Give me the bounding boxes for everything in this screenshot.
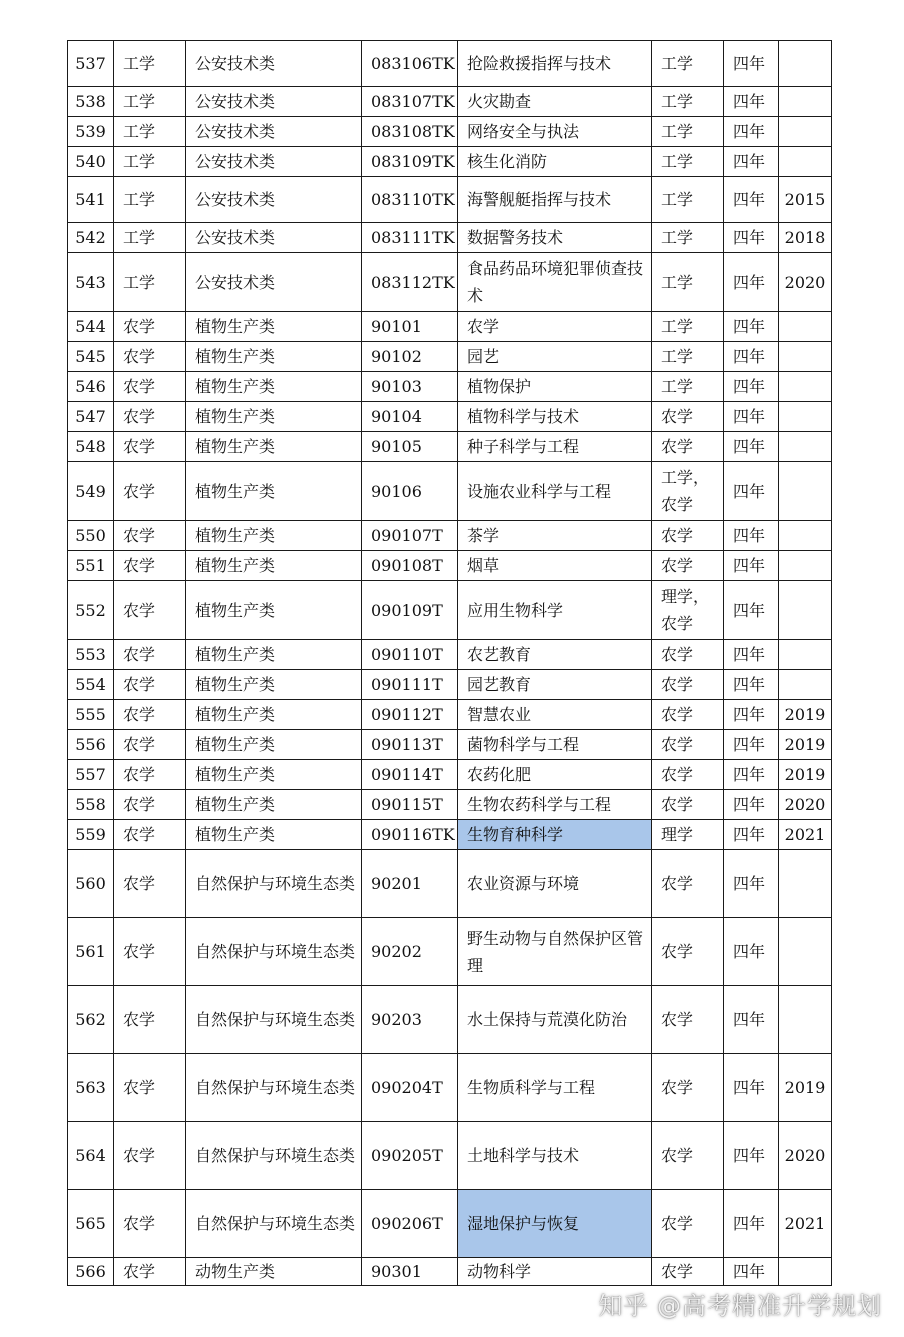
major-code-cell: 083111TK	[362, 223, 458, 253]
study-duration-cell: 四年	[724, 1122, 779, 1190]
major-code-cell: 090114T	[362, 760, 458, 790]
major-class-cell: 自然保护与环境生态类	[186, 1190, 362, 1258]
added-year-cell: 2019	[779, 1054, 832, 1122]
major-class-cell: 自然保护与环境生态类	[186, 918, 362, 986]
table-row	[68, 117, 832, 147]
major-name-cell: 野生动物与自然保护区管理	[458, 918, 652, 986]
major-code-cell: 090111T	[362, 670, 458, 700]
major-code-cell: 083108TK	[362, 117, 458, 147]
degree-type-cell: 农学	[652, 521, 724, 551]
row-number-cell: 539	[68, 117, 114, 147]
major-name-cell: 农艺教育	[458, 640, 652, 670]
added-year-cell	[779, 521, 832, 551]
degree-type-cell: 农学	[652, 432, 724, 462]
major-name-cell: 农学	[458, 312, 652, 342]
major-name-cell: 设施农业科学与工程	[458, 462, 652, 521]
table-row	[68, 1190, 832, 1258]
row-number-cell: 558	[68, 790, 114, 820]
degree-type-cell: 农学	[652, 730, 724, 760]
degree-type-cell: 工学	[652, 312, 724, 342]
major-code-cell: 90202	[362, 918, 458, 986]
added-year-cell	[779, 918, 832, 986]
study-duration-cell: 四年	[724, 312, 779, 342]
subject-category-cell: 农学	[114, 760, 186, 790]
added-year-cell	[779, 432, 832, 462]
degree-type-cell: 工学	[652, 223, 724, 253]
subject-category-cell: 农学	[114, 1258, 186, 1286]
table-row	[68, 820, 832, 850]
major-name-cell: 农业资源与环境	[458, 850, 652, 918]
added-year-cell	[779, 402, 832, 432]
major-code-cell: 90104	[362, 402, 458, 432]
major-code-cell: 083112TK	[362, 253, 458, 312]
added-year-cell: 2021	[779, 1190, 832, 1258]
subject-category-cell: 农学	[114, 432, 186, 462]
major-name-cell: 菌物科学与工程	[458, 730, 652, 760]
major-name-cell: 农药化肥	[458, 760, 652, 790]
table-row	[68, 432, 832, 462]
major-name-cell: 烟草	[458, 551, 652, 581]
major-class-cell: 公安技术类	[186, 253, 362, 312]
subject-category-cell: 农学	[114, 700, 186, 730]
added-year-cell: 2018	[779, 223, 832, 253]
degree-type-cell: 农学	[652, 670, 724, 700]
table-row	[68, 312, 832, 342]
major-class-cell: 公安技术类	[186, 87, 362, 117]
subject-category-cell: 农学	[114, 521, 186, 551]
major-name-cell: 食品药品环境犯罪侦查技术	[458, 253, 652, 312]
degree-type-cell: 工学	[652, 41, 724, 87]
major-name-cell: 植物保护	[458, 372, 652, 402]
degree-type-cell: 工学	[652, 87, 724, 117]
added-year-cell	[779, 1258, 832, 1286]
table-row	[68, 551, 832, 581]
degree-type-cell: 理学，农学	[652, 581, 724, 640]
table-row	[68, 640, 832, 670]
subject-category-cell: 农学	[114, 402, 186, 432]
row-number-cell: 545	[68, 342, 114, 372]
major-class-cell: 公安技术类	[186, 177, 362, 223]
row-number-cell: 541	[68, 177, 114, 223]
major-class-cell: 植物生产类	[186, 432, 362, 462]
added-year-cell	[779, 87, 832, 117]
table-row	[68, 1258, 832, 1286]
table-row	[68, 372, 832, 402]
row-number-cell: 537	[68, 41, 114, 87]
added-year-cell	[779, 551, 832, 581]
major-code-cell: 90103	[362, 372, 458, 402]
subject-category-cell: 农学	[114, 640, 186, 670]
degree-type-cell: 农学	[652, 760, 724, 790]
major-class-cell: 植物生产类	[186, 372, 362, 402]
major-class-cell: 植物生产类	[186, 700, 362, 730]
row-number-cell: 540	[68, 147, 114, 177]
added-year-cell	[779, 312, 832, 342]
major-class-cell: 公安技术类	[186, 41, 362, 87]
major-code-cell: 90106	[362, 462, 458, 521]
row-number-cell: 559	[68, 820, 114, 850]
row-number-cell: 557	[68, 760, 114, 790]
major-name-cell: 湿地保护与恢复	[458, 1190, 652, 1258]
table-row	[68, 342, 832, 372]
degree-type-cell: 农学	[652, 1258, 724, 1286]
major-class-cell: 植物生产类	[186, 581, 362, 640]
major-name-cell: 动物科学	[458, 1258, 652, 1286]
major-class-cell: 植物生产类	[186, 342, 362, 372]
added-year-cell: 2020	[779, 253, 832, 312]
study-duration-cell: 四年	[724, 850, 779, 918]
major-catalog-table-wrap	[67, 40, 831, 1286]
major-code-cell: 090205T	[362, 1122, 458, 1190]
added-year-cell	[779, 147, 832, 177]
study-duration-cell: 四年	[724, 730, 779, 760]
major-name-cell: 生物质科学与工程	[458, 1054, 652, 1122]
study-duration-cell: 四年	[724, 790, 779, 820]
study-duration-cell: 四年	[724, 760, 779, 790]
degree-type-cell: 理学	[652, 820, 724, 850]
degree-type-cell: 工学	[652, 342, 724, 372]
subject-category-cell: 农学	[114, 581, 186, 640]
major-class-cell: 植物生产类	[186, 820, 362, 850]
added-year-cell	[779, 117, 832, 147]
added-year-cell	[779, 850, 832, 918]
subject-category-cell: 农学	[114, 730, 186, 760]
table-row	[68, 223, 832, 253]
study-duration-cell: 四年	[724, 551, 779, 581]
table-row	[68, 1054, 832, 1122]
study-duration-cell: 四年	[724, 1190, 779, 1258]
major-name-cell: 智慧农业	[458, 700, 652, 730]
major-class-cell: 植物生产类	[186, 790, 362, 820]
major-class-cell: 自然保护与环境生态类	[186, 850, 362, 918]
row-number-cell: 566	[68, 1258, 114, 1286]
subject-category-cell: 农学	[114, 820, 186, 850]
study-duration-cell: 四年	[724, 402, 779, 432]
table-row	[68, 730, 832, 760]
degree-type-cell: 农学	[652, 1054, 724, 1122]
major-class-cell: 植物生产类	[186, 730, 362, 760]
study-duration-cell: 四年	[724, 372, 779, 402]
degree-type-cell: 农学	[652, 640, 724, 670]
table-body	[68, 41, 832, 1286]
row-number-cell: 561	[68, 918, 114, 986]
study-duration-cell: 四年	[724, 177, 779, 223]
subject-category-cell: 农学	[114, 372, 186, 402]
row-number-cell: 549	[68, 462, 114, 521]
row-number-cell: 560	[68, 850, 114, 918]
major-code-cell: 90105	[362, 432, 458, 462]
major-name-cell: 园艺	[458, 342, 652, 372]
subject-category-cell: 农学	[114, 986, 186, 1054]
added-year-cell	[779, 581, 832, 640]
major-class-cell: 植物生产类	[186, 402, 362, 432]
major-name-cell: 土地科学与技术	[458, 1122, 652, 1190]
major-code-cell: 090107T	[362, 521, 458, 551]
study-duration-cell: 四年	[724, 1258, 779, 1286]
subject-category-cell: 工学	[114, 87, 186, 117]
row-number-cell: 563	[68, 1054, 114, 1122]
added-year-cell	[779, 462, 832, 521]
study-duration-cell: 四年	[724, 41, 779, 87]
row-number-cell: 543	[68, 253, 114, 312]
table-row	[68, 760, 832, 790]
major-name-cell: 园艺教育	[458, 670, 652, 700]
added-year-cell: 2020	[779, 790, 832, 820]
added-year-cell	[779, 670, 832, 700]
study-duration-cell: 四年	[724, 670, 779, 700]
study-duration-cell: 四年	[724, 342, 779, 372]
table-row	[68, 41, 832, 87]
major-name-cell: 种子科学与工程	[458, 432, 652, 462]
added-year-cell	[779, 640, 832, 670]
major-name-cell: 生物育种科学	[458, 820, 652, 850]
added-year-cell: 2021	[779, 820, 832, 850]
major-code-cell: 90301	[362, 1258, 458, 1286]
study-duration-cell: 四年	[724, 223, 779, 253]
major-code-cell: 90102	[362, 342, 458, 372]
table-row	[68, 521, 832, 551]
subject-category-cell: 农学	[114, 462, 186, 521]
table-row	[68, 790, 832, 820]
row-number-cell: 565	[68, 1190, 114, 1258]
major-code-cell: 090112T	[362, 700, 458, 730]
added-year-cell	[779, 986, 832, 1054]
row-number-cell: 556	[68, 730, 114, 760]
subject-category-cell: 农学	[114, 790, 186, 820]
table-row	[68, 986, 832, 1054]
row-number-cell: 548	[68, 432, 114, 462]
major-class-cell: 动物生产类	[186, 1258, 362, 1286]
row-number-cell: 538	[68, 87, 114, 117]
table-row	[68, 87, 832, 117]
table-row	[68, 850, 832, 918]
major-name-cell: 生物农药科学与工程	[458, 790, 652, 820]
subject-category-cell: 工学	[114, 223, 186, 253]
major-class-cell: 自然保护与环境生态类	[186, 1054, 362, 1122]
table-row	[68, 177, 832, 223]
degree-type-cell: 农学	[652, 918, 724, 986]
table-row	[68, 1122, 832, 1190]
table-row	[68, 402, 832, 432]
added-year-cell	[779, 342, 832, 372]
row-number-cell: 564	[68, 1122, 114, 1190]
major-class-cell: 植物生产类	[186, 462, 362, 521]
study-duration-cell: 四年	[724, 1054, 779, 1122]
major-class-cell: 植物生产类	[186, 551, 362, 581]
study-duration-cell: 四年	[724, 986, 779, 1054]
added-year-cell	[779, 372, 832, 402]
major-class-cell: 植物生产类	[186, 312, 362, 342]
major-class-cell: 公安技术类	[186, 117, 362, 147]
degree-type-cell: 工学	[652, 177, 724, 223]
major-code-cell: 083107TK	[362, 87, 458, 117]
row-number-cell: 553	[68, 640, 114, 670]
major-code-cell: 083109TK	[362, 147, 458, 177]
added-year-cell	[779, 41, 832, 87]
table-row	[68, 670, 832, 700]
table-row	[68, 581, 832, 640]
row-number-cell: 554	[68, 670, 114, 700]
subject-category-cell: 农学	[114, 918, 186, 986]
major-code-cell: 083106TK	[362, 41, 458, 87]
major-name-cell: 核生化消防	[458, 147, 652, 177]
row-number-cell: 551	[68, 551, 114, 581]
major-name-cell: 火灾勘查	[458, 87, 652, 117]
study-duration-cell: 四年	[724, 253, 779, 312]
major-catalog-table	[67, 40, 832, 1286]
major-name-cell: 网络安全与执法	[458, 117, 652, 147]
row-number-cell: 544	[68, 312, 114, 342]
major-code-cell: 083110TK	[362, 177, 458, 223]
major-code-cell: 090108T	[362, 551, 458, 581]
major-class-cell: 公安技术类	[186, 223, 362, 253]
subject-category-cell: 工学	[114, 117, 186, 147]
added-year-cell: 2019	[779, 760, 832, 790]
subject-category-cell: 农学	[114, 670, 186, 700]
major-class-cell: 植物生产类	[186, 521, 362, 551]
major-name-cell: 数据警务技术	[458, 223, 652, 253]
degree-type-cell: 农学	[652, 551, 724, 581]
subject-category-cell: 农学	[114, 1122, 186, 1190]
major-class-cell: 植物生产类	[186, 640, 362, 670]
subject-category-cell: 农学	[114, 342, 186, 372]
major-code-cell: 90203	[362, 986, 458, 1054]
row-number-cell: 562	[68, 986, 114, 1054]
study-duration-cell: 四年	[724, 521, 779, 551]
degree-type-cell: 农学	[652, 1190, 724, 1258]
study-duration-cell: 四年	[724, 432, 779, 462]
major-name-cell: 茶学	[458, 521, 652, 551]
added-year-cell: 2015	[779, 177, 832, 223]
subject-category-cell: 农学	[114, 1054, 186, 1122]
major-name-cell: 抢险救援指挥与技术	[458, 41, 652, 87]
study-duration-cell: 四年	[724, 117, 779, 147]
subject-category-cell: 农学	[114, 312, 186, 342]
degree-type-cell: 农学	[652, 850, 724, 918]
added-year-cell: 2020	[779, 1122, 832, 1190]
degree-type-cell: 工学	[652, 117, 724, 147]
major-name-cell: 海警舰艇指挥与技术	[458, 177, 652, 223]
table-row	[68, 918, 832, 986]
table-row	[68, 462, 832, 521]
row-number-cell: 546	[68, 372, 114, 402]
subject-category-cell: 工学	[114, 147, 186, 177]
major-code-cell: 090204T	[362, 1054, 458, 1122]
watermark: 知乎 @高考精准升学规划	[598, 1292, 882, 1320]
major-code-cell: 90101	[362, 312, 458, 342]
major-code-cell: 090109T	[362, 581, 458, 640]
degree-type-cell: 工学	[652, 147, 724, 177]
row-number-cell: 550	[68, 521, 114, 551]
subject-category-cell: 农学	[114, 551, 186, 581]
major-name-cell: 应用生物科学	[458, 581, 652, 640]
study-duration-cell: 四年	[724, 820, 779, 850]
major-class-cell: 自然保护与环境生态类	[186, 1122, 362, 1190]
table-row	[68, 700, 832, 730]
subject-category-cell: 农学	[114, 850, 186, 918]
major-code-cell: 090110T	[362, 640, 458, 670]
row-number-cell: 547	[68, 402, 114, 432]
table-row	[68, 253, 832, 312]
row-number-cell: 542	[68, 223, 114, 253]
subject-category-cell: 农学	[114, 1190, 186, 1258]
major-class-cell: 植物生产类	[186, 760, 362, 790]
degree-type-cell: 农学	[652, 402, 724, 432]
row-number-cell: 552	[68, 581, 114, 640]
study-duration-cell: 四年	[724, 147, 779, 177]
degree-type-cell: 工学	[652, 372, 724, 402]
study-duration-cell: 四年	[724, 640, 779, 670]
degree-type-cell: 工学，农学	[652, 462, 724, 521]
row-number-cell: 555	[68, 700, 114, 730]
added-year-cell: 2019	[779, 730, 832, 760]
study-duration-cell: 四年	[724, 700, 779, 730]
major-code-cell: 90201	[362, 850, 458, 918]
major-class-cell: 植物生产类	[186, 670, 362, 700]
degree-type-cell: 工学	[652, 253, 724, 312]
major-name-cell: 植物科学与技术	[458, 402, 652, 432]
degree-type-cell: 农学	[652, 790, 724, 820]
major-code-cell: 090113T	[362, 730, 458, 760]
table-row	[68, 147, 832, 177]
study-duration-cell: 四年	[724, 581, 779, 640]
subject-category-cell: 工学	[114, 41, 186, 87]
degree-type-cell: 农学	[652, 700, 724, 730]
degree-type-cell: 农学	[652, 1122, 724, 1190]
major-class-cell: 自然保护与环境生态类	[186, 986, 362, 1054]
study-duration-cell: 四年	[724, 462, 779, 521]
major-code-cell: 090206T	[362, 1190, 458, 1258]
subject-category-cell: 工学	[114, 177, 186, 223]
degree-type-cell: 农学	[652, 986, 724, 1054]
study-duration-cell: 四年	[724, 918, 779, 986]
subject-category-cell: 工学	[114, 253, 186, 312]
study-duration-cell: 四年	[724, 87, 779, 117]
major-code-cell: 090115T	[362, 790, 458, 820]
major-name-cell: 水土保持与荒漠化防治	[458, 986, 652, 1054]
major-class-cell: 公安技术类	[186, 147, 362, 177]
added-year-cell: 2019	[779, 700, 832, 730]
major-code-cell: 090116TK	[362, 820, 458, 850]
